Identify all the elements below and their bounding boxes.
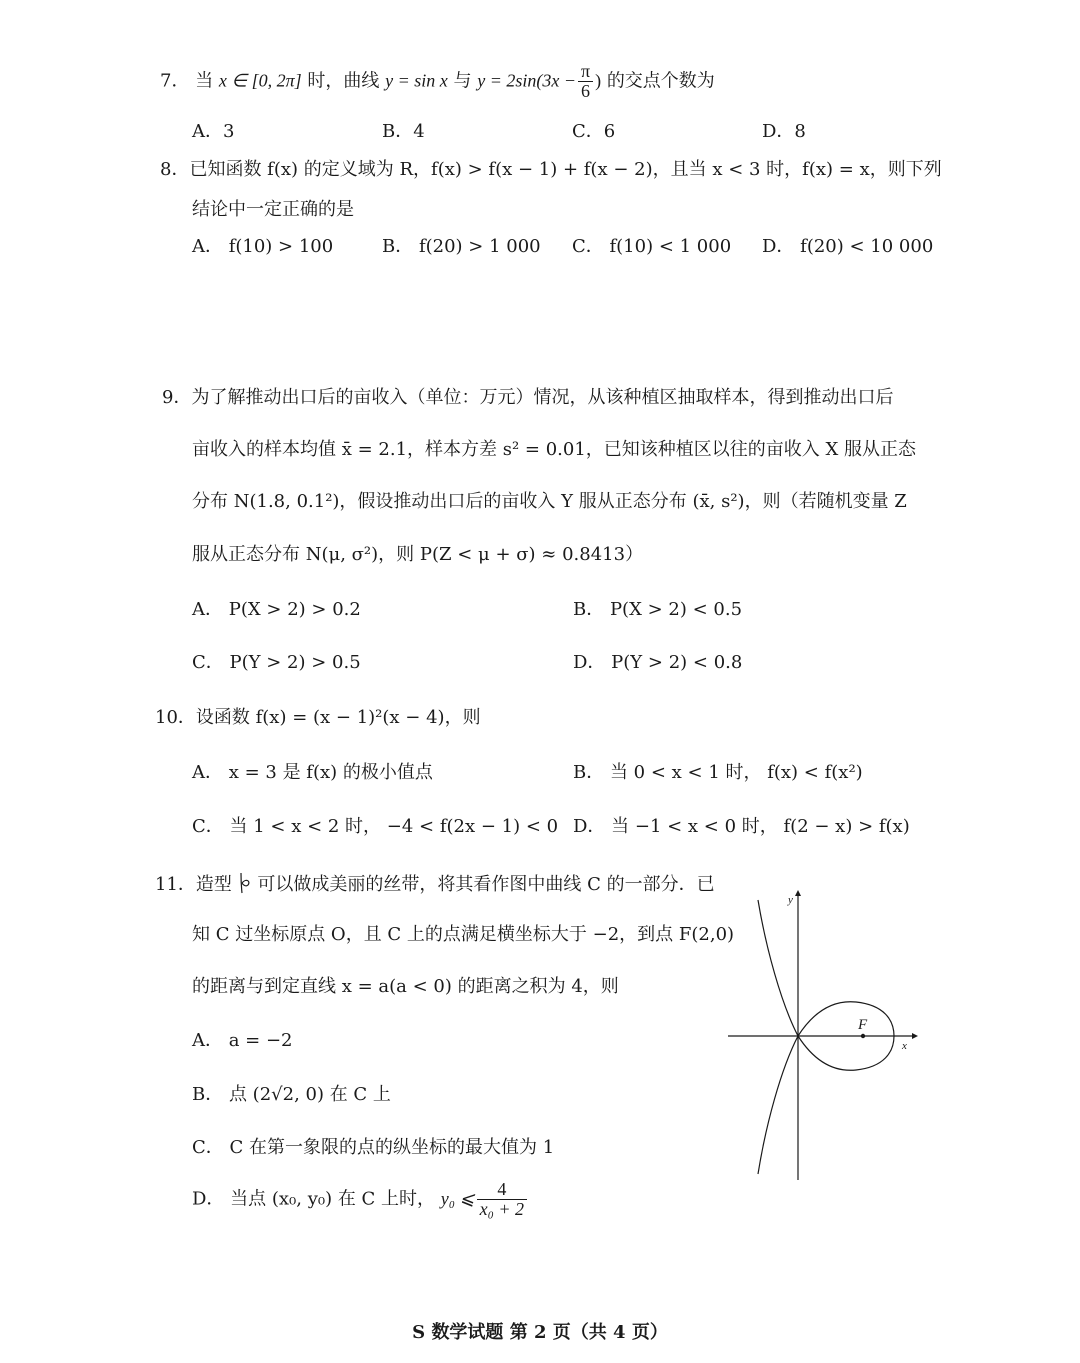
q9-stem-line2: 亩收入的样本均值 x̄ = 2.1，样本方差 s² = 0.01，已知该种植区以往的亩收入 X 服从正态 <box>192 439 917 460</box>
q10-option-b: B． 当 0 < x < 1 时， f(x) < f(x²) <box>573 762 863 783</box>
q9-option-a: A． P(X > 2) > 0.2 <box>192 599 361 620</box>
q7-option-b: B．4 <box>382 121 425 142</box>
q7-option-d: D．8 <box>762 121 806 142</box>
q10-option-a: A． x = 3 是 f(x) 的极小值点 <box>192 762 433 783</box>
ribbon-shape-icon <box>238 872 252 894</box>
q11-number: 11． <box>155 874 196 895</box>
q10-stem: 10．设函数 f(x) = (x − 1)²(x − 4)，则 <box>155 707 481 728</box>
label-x: x <box>902 1040 907 1052</box>
q8-option-c: C． f(10) < 1 000 <box>572 236 732 257</box>
q9-option-b: B． P(X > 2) < 0.5 <box>573 599 743 620</box>
q9-stem-line4: 服从正态分布 N(μ, σ²)，则 P(Z < μ + σ) ≈ 0.8413） <box>192 544 644 565</box>
label-F: F <box>858 1017 868 1033</box>
q9-stem-line3: 分布 N(1.8, 0.1²)，假设推动出口后的亩收入 Y 服从正态分布 (x̄, s²)，则（若随机变量 Z <box>192 491 907 512</box>
q8-option-a: A． f(10) > 100 <box>192 236 334 257</box>
q11-stem-line1: 11．造型 可以做成美丽的丝带，将其看作图中曲线 C 的一部分．已 <box>155 874 715 895</box>
curve-left-lower <box>758 1036 798 1174</box>
focus-point <box>861 1034 865 1038</box>
q7-number: 7． <box>160 70 190 92</box>
q11-option-d: D． 当点 (x₀, y₀) 在 C 上时， y₀ ⩽ $\frac{4}{\text{x₀ + 2}}$ <box>192 1180 529 1219</box>
y-axis-arrow-icon <box>795 890 801 896</box>
q8-option-b: B． f(20) > 1 000 <box>382 236 541 257</box>
q7-stem: 7． 当 x ∈ [0, 2π] 时，曲线 y = sin x 与 y = 2sin(3x − $\frac{\pi}{6}$ ) 的交点个数为 <box>160 61 715 101</box>
q9-option-d: D． P(Y > 2) < 0.8 <box>573 652 743 673</box>
q11-d-fraction: $\frac{4}{\text{x₀ + 2}}$ <box>477 1180 527 1219</box>
q9-option-c: C． P(Y > 2) > 0.5 <box>192 652 361 673</box>
q10-option-d: D． 当 −1 < x < 0 时， f(2 − x) > f(x) <box>573 816 910 837</box>
q11-stem-line2: 知 C 过坐标原点 O，且 C 上的点满足横坐标大于 −2，到点 F(2,0) <box>192 924 735 945</box>
q8-option-d: D． f(20) < 10 000 <box>762 236 934 257</box>
q8-stem-line2: 结论中一定正确的是 <box>192 199 354 220</box>
q10-option-c: C． 当 1 < x < 2 时， −4 < f(2x − 1) < 0 <box>192 816 559 837</box>
q11-option-b: B． 点 (2√2, 0) 在 C 上 <box>192 1084 391 1105</box>
q9-number: 9． <box>162 387 192 408</box>
label-y: y <box>788 894 793 906</box>
q11-option-a: A． a = −2 <box>192 1030 293 1051</box>
q7-option-a: A．3 <box>192 121 235 142</box>
q11-stem-line3: 的距离与到定直线 x = a(a < 0) 的距离之积为 4，则 <box>192 976 619 997</box>
q8-number: 8． <box>160 159 190 180</box>
x-axis-arrow-icon <box>912 1033 918 1039</box>
q11-curve-figure <box>726 888 918 1180</box>
q11-option-c: C． C 在第一象限的点的纵坐标的最大值为 1 <box>192 1137 555 1158</box>
q9-stem-line1: 9．为了解推动出口后的亩收入（单位：万元）情况，从该种植区抽取样本，得到推动出口后 <box>162 387 894 408</box>
curve-left-upper <box>758 900 798 1036</box>
q10-number: 10． <box>155 707 196 728</box>
q8-stem-line1: 8．已知函数 f(x) 的定义域为 R，f(x) > f(x − 1) + f(x − 2)，且当 x < 3 时，f(x) = x，则下列 <box>160 159 942 180</box>
q7-option-c: C．6 <box>572 121 616 142</box>
q7-fraction: $\frac{\pi}{6}$ <box>578 62 593 101</box>
page-footer: S 数学试题 第 2 页（共 4 页） <box>412 1322 668 1343</box>
